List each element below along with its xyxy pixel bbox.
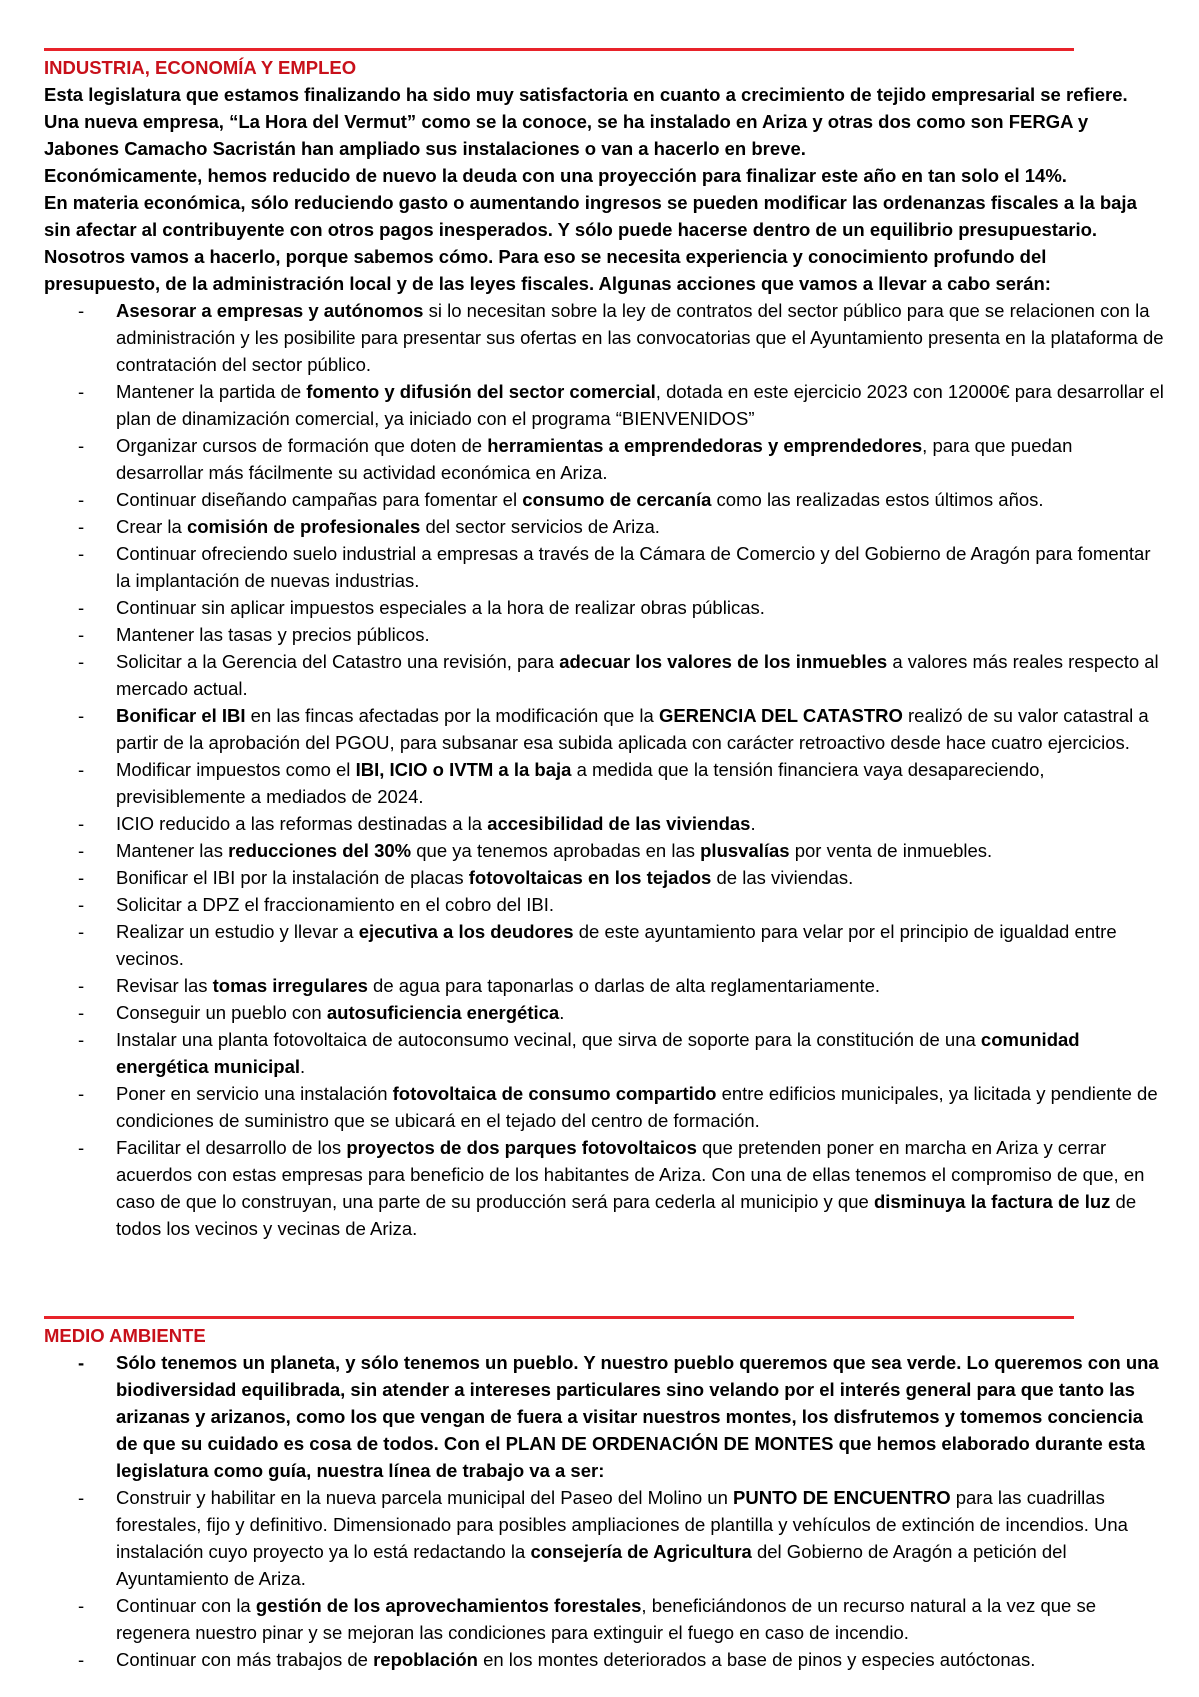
- item-text: Mantener las: [116, 840, 229, 861]
- item-text: Conseguir un pueblo con: [116, 1002, 327, 1023]
- emphasis-text: herramientas a emprendedoras y emprendedores: [487, 435, 923, 456]
- bullet-dash: -: [78, 516, 85, 537]
- list-item: [44, 1134, 1164, 1242]
- item-text: por venta de inmuebles.: [789, 840, 993, 861]
- item-text: Instalar una planta fotovoltaica de autoconsumo vecinal, que sirva de soporte para la constitución de una: [116, 1029, 981, 1050]
- list-item: [44, 648, 1164, 702]
- list-item: [44, 513, 1164, 540]
- bullet-dash: -: [78, 894, 85, 915]
- item-text: Crear la: [116, 516, 187, 537]
- bullet-dash: -: [78, 1487, 85, 1508]
- emphasis-text: PUNTO DE ENCUENTRO: [733, 1487, 951, 1508]
- item-text: Mantener la partida de: [116, 381, 307, 402]
- list-item: [44, 486, 1164, 513]
- intro-paragraph: Económicamente, hemos reducido de nuevo la deuda con una proyección para finalizar este año en tan solo el 14%.: [44, 165, 1067, 186]
- bullet-dash: -: [78, 624, 85, 645]
- bullet-dash: -: [78, 813, 85, 834]
- list-item: [44, 432, 1164, 486]
- list-item: [44, 891, 1164, 918]
- bullet-dash: -: [78, 1083, 85, 1104]
- list-item: [44, 864, 1164, 891]
- item-text: a valores más reales respecto al mercado actual.: [116, 651, 1159, 699]
- emphasis-text: plusvalías: [700, 840, 790, 861]
- bullet-dash: -: [78, 381, 85, 402]
- item-text: del Gobierno de Aragón a petición del Ayuntamiento de Ariza.: [116, 1541, 1067, 1589]
- item-text: Poner en servicio una instalación: [116, 1083, 393, 1104]
- emphasis-text: disminuya la factura de luz: [873, 1191, 1111, 1212]
- action-list: [44, 297, 1164, 1242]
- list-item: [44, 1592, 1164, 1646]
- item-text: Bonificar el IBI por la instalación de placas: [116, 867, 469, 888]
- list-item: [44, 810, 1164, 837]
- list-item: [44, 540, 1164, 594]
- section-title: MEDIO AMBIENTE: [44, 1325, 206, 1346]
- item-text: Continuar con la: [116, 1595, 256, 1616]
- item-text: Continuar diseñando campañas para fomentar el: [116, 489, 523, 510]
- bullet-dash: -: [78, 543, 85, 564]
- emphasis-text: repoblación: [373, 1649, 478, 1670]
- item-text: Continuar sin aplicar impuestos especiales a la hora de realizar obras públicas.: [116, 597, 765, 618]
- list-item: [44, 594, 1164, 621]
- item-text: de agua para taponarlas o darlas de alta reglamentariamente.: [367, 975, 881, 996]
- emphasis-text: fotovoltaicas en los tejados: [468, 867, 712, 888]
- item-text: Modificar impuestos como el: [116, 759, 356, 780]
- emphasis-text: proyectos de dos parques fotovoltaicos: [346, 1137, 697, 1158]
- item-text: Solicitar a DPZ el fraccionamiento en el cobro del IBI.: [116, 894, 555, 915]
- section-title: INDUSTRIA, ECONOMÍA Y EMPLEO: [44, 57, 357, 78]
- list-item: [44, 999, 1164, 1026]
- section-divider: [44, 48, 1074, 51]
- bullet-dash: -: [78, 1595, 85, 1616]
- emphasis-text: comisión de profesionales: [186, 516, 421, 537]
- bullet-dash: -: [78, 1137, 85, 1158]
- bullet-dash: -: [78, 759, 85, 780]
- item-text: Mantener las tasas y precios públicos.: [116, 624, 430, 645]
- bullet-dash: -: [78, 867, 85, 888]
- item-text: que pretenden poner en marcha en Ariza y cerrar acuerdos con estas empresas para beneficio de los habitantes de Ariza. Con una de ellas tenemos el compromiso de que, en caso de que lo construyan, una parte de su producción será para cederla al municipio y que: [116, 1137, 1145, 1212]
- item-text: Realizar un estudio y llevar a: [116, 921, 359, 942]
- item-text: , para que puedan desarrollar más fácilmente su actividad económica en Ariza.: [116, 435, 1073, 483]
- section-industria: [44, 54, 1164, 1242]
- list-item: [44, 1484, 1164, 1592]
- bullet-dash: -: [78, 651, 85, 672]
- intro-paragraph: En materia económica, sólo reduciendo gasto o aumentando ingresos se pueden modificar las ordenanzas fiscales a la baja sin afectar al contribuyente con otros pagos inesperados. Y sólo puede hacerse dentro de un equilibrio presupuestario. Nosotros vamos a hacerlo, porque sabemos cómo. Para eso se necesita experiencia y conocimiento profundo del presupuesto, de la administración local y de las leyes fiscales. Algunas acciones que vamos a llevar a cabo serán:: [44, 192, 1137, 294]
- emphasis-text: Sólo tenemos un planeta, y sólo tenemos un pueblo. Y nuestro pueblo queremos que sea verde. Lo queremos con una biodiversidad equilibrada, sin atender a intereses particulares sino velando por el interés general para que tanto las arizanas y arizanos, como los que vengan de fuera a visitar nuestros montes, los disfrutemos y tomemos conciencia de que su cuidado es cosa de todos. Con el PLAN DE ORDENACIÓN DE MONTES que hemos elaborado durante esta legislatura como guía, nuestra línea de trabajo va a ser:: [116, 1352, 1159, 1481]
- bullet-dash: -: [78, 489, 85, 510]
- bullet-dash: -: [78, 435, 85, 456]
- item-text: , dotada en este ejercicio 2023 con 12000€ para desarrollar el plan de dinamización comercial, ya iniciado con el programa “BIENVENIDOS”: [116, 381, 1164, 429]
- list-item: [44, 972, 1164, 999]
- item-text: .: [300, 1056, 306, 1077]
- emphasis-text: fomento y difusión del sector comercial: [306, 381, 656, 402]
- item-text: , beneficiándonos de un recurso natural a la vez que se regenera nuestro pinar y se mejoran las condiciones para extinguir el fuego en caso de incendio.: [116, 1595, 1096, 1643]
- emphasis-text: comunidad energética municipal: [116, 1029, 1080, 1077]
- list-item: [44, 1026, 1164, 1080]
- item-text: .: [750, 813, 756, 834]
- list-item: [44, 621, 1164, 648]
- section-divider: [44, 1316, 1074, 1319]
- list-item: [44, 837, 1164, 864]
- emphasis-text: GERENCIA DEL CATASTRO: [658, 705, 903, 726]
- list-item: [44, 918, 1164, 972]
- bullet-dash: -: [78, 975, 85, 996]
- item-text: Construir y habilitar en la nueva parcela municipal del Paseo del Molino un: [116, 1487, 734, 1508]
- emphasis-text: reducciones del 30%: [228, 840, 412, 861]
- item-text: para las cuadrillas forestales, fijo y definitivo. Dimensionado para posibles ampliaciones de plantilla y vehículos de extinción de incendios. Una instalación cuyo proyecto ya lo está redactando la: [116, 1487, 1128, 1562]
- item-text: Solicitar a la Gerencia del Catastro una revisión, para: [116, 651, 560, 672]
- emphasis-text: tomas irregulares: [212, 975, 368, 996]
- item-text: de este ayuntamiento para velar por el principio de igualdad entre vecinos.: [116, 921, 1117, 969]
- item-text: de las viviendas.: [711, 867, 854, 888]
- action-list: [44, 1349, 1164, 1673]
- item-text: realizó de su valor catastral a partir de la aprobación del PGOU, para subsanar esa subida aplicada con carácter retroactivo desde hace cuatro ejercicios.: [116, 705, 1149, 753]
- emphasis-text: IBI, ICIO o IVTM a la baja: [355, 759, 572, 780]
- item-text: que ya tenemos aprobadas en las: [411, 840, 701, 861]
- intro-paragraph: Esta legislatura que estamos finalizando ha sido muy satisfactoria en cuanto a crecimiento de tejido empresarial se refiere. Una nueva empresa, “La Hora del Vermut” como se la conoce, se ha instalado en Ariza y otras dos como son FERGA y Jabones Camacho Sacristán han ampliado sus instalaciones o van a hacerlo en breve.: [44, 84, 1128, 159]
- emphasis-text: accesibilidad de las viviendas: [487, 813, 751, 834]
- bullet-dash: -: [78, 300, 85, 321]
- list-item: [44, 756, 1164, 810]
- list-item: [44, 378, 1164, 432]
- emphasis-text: Asesorar a empresas y autónomos: [116, 300, 424, 321]
- item-text: de todos los vecinos y vecinas de Ariza.: [116, 1191, 1137, 1239]
- bullet-dash: -: [78, 705, 85, 726]
- emphasis-text: adecuar los valores de los inmuebles: [559, 651, 888, 672]
- bullet-dash: -: [78, 921, 85, 942]
- item-text: en las fincas afectadas por la modificación que la: [245, 705, 659, 726]
- item-text: entre edificios municipales, ya licitada y pendiente de condiciones de suministro que se ubicará en el tejado del centro de formación.: [116, 1083, 1158, 1131]
- list-item: [44, 1080, 1164, 1134]
- bullet-dash: -: [78, 597, 85, 618]
- list-item: [44, 297, 1164, 378]
- bullet-dash: -: [78, 1002, 85, 1023]
- section-medio-ambiente: [44, 1322, 1164, 1673]
- item-text: Organizar cursos de formación que doten de: [116, 435, 488, 456]
- emphasis-text: consumo de cercanía: [522, 489, 712, 510]
- emphasis-text: consejería de Agricultura: [530, 1541, 752, 1562]
- item-text: a medida que la tensión financiera vaya desapareciendo, previsiblemente a mediados de 2024.: [116, 759, 1045, 807]
- bullet-dash: -: [78, 1649, 85, 1670]
- item-text: si lo necesitan sobre la ley de contratos del sector público para que se relacionen con la administración y les posibilite para presentar sus ofertas en las convocatorias que el Ayuntamiento presenta en la plataforma de contratación del sector público.: [116, 300, 1164, 375]
- item-text: Facilitar el desarrollo de los: [116, 1137, 347, 1158]
- bullet-dash: -: [78, 1029, 85, 1050]
- item-text: en los montes deteriorados a base de pinos y especies autóctonas.: [477, 1649, 1036, 1670]
- bullet-dash: -: [78, 1352, 85, 1373]
- item-text: ICIO reducido a las reformas destinadas a la: [116, 813, 488, 834]
- list-item: [44, 1349, 1164, 1484]
- emphasis-text: Bonificar el IBI: [116, 705, 246, 726]
- bullet-dash: -: [78, 840, 85, 861]
- list-item: [44, 702, 1164, 756]
- list-item: [44, 1646, 1164, 1673]
- item-text: .: [559, 1002, 565, 1023]
- emphasis-text: gestión de los aprovechamientos forestales: [255, 1595, 642, 1616]
- item-text: Continuar con más trabajos de: [116, 1649, 374, 1670]
- emphasis-text: fotovoltaica de consumo compartido: [392, 1083, 717, 1104]
- item-text: Continuar ofreciendo suelo industrial a empresas a través de la Cámara de Comercio y del Gobierno de Aragón para fomentar la implantación de nuevas industrias.: [116, 543, 1151, 591]
- emphasis-text: ejecutiva a los deudores: [358, 921, 574, 942]
- item-text: Revisar las: [116, 975, 213, 996]
- item-text: del sector servicios de Ariza.: [420, 516, 660, 537]
- item-text: como las realizadas estos últimos años.: [711, 489, 1044, 510]
- emphasis-text: autosuficiencia energética: [326, 1002, 560, 1023]
